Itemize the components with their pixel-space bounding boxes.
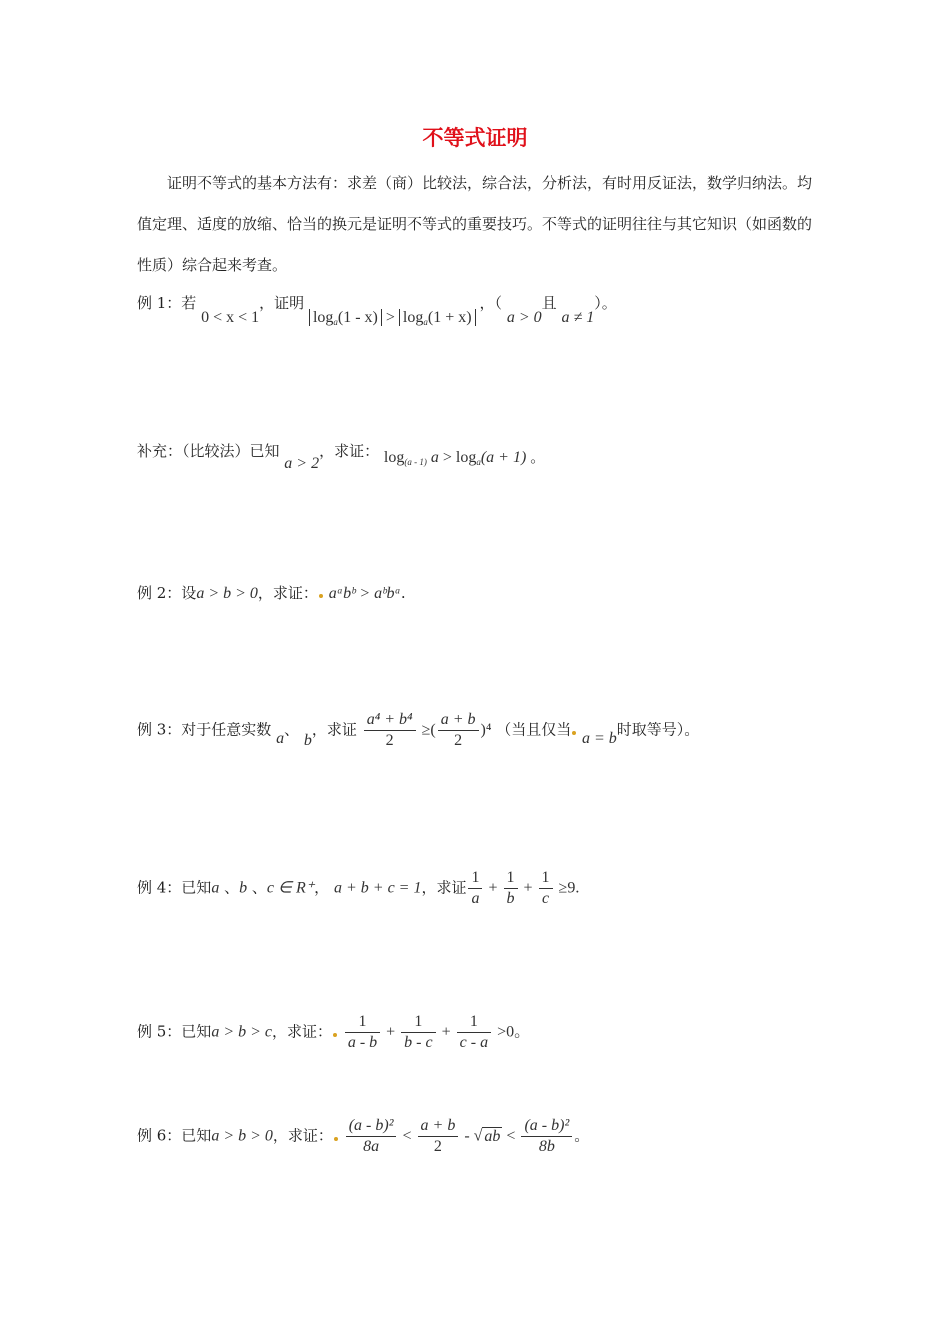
example-1 <box>137 292 617 327</box>
ex5-one-2: 1 <box>401 1012 435 1033</box>
ex1-gt: > <box>381 309 399 326</box>
ex3-frac-2 <box>438 710 479 751</box>
ex2-mid: ，求证： <box>257 584 318 602</box>
example-4 <box>137 868 579 909</box>
ex1-condition: 0 < x < 1 <box>201 309 260 326</box>
ex3-den-1: 2 <box>385 732 394 749</box>
ex1-arg-2: (1 + x) <box>427 309 472 326</box>
ex4-sum: a + b + c = 1 <box>333 879 422 897</box>
ex5-den-1: a - b <box>347 1034 378 1051</box>
ex6-end: 。 <box>574 1126 590 1145</box>
ex6-num-3: (a - b)² <box>521 1116 572 1137</box>
ex6-frac-2 <box>418 1116 459 1157</box>
ex6-minus: - <box>460 1127 474 1145</box>
ex3-eq: a = b <box>582 729 617 747</box>
ex4-ge: ≥9. <box>554 879 580 897</box>
ex5-one-1: 1 <box>345 1012 380 1033</box>
ex5-one-3: 1 <box>457 1012 491 1033</box>
ex3-frac-1 <box>364 710 416 751</box>
ex5-condition: a > b > c <box>211 1023 273 1041</box>
ex3-mid: ，求证 <box>311 720 357 739</box>
ex6-frac-3 <box>521 1116 572 1157</box>
ex6-sqrt-arg: ab <box>484 1127 501 1145</box>
ex6-label: 例 6：已知 <box>137 1126 212 1145</box>
ex4-frac-b <box>504 868 518 909</box>
ex3-ge: ≥( <box>417 721 436 739</box>
ex5-frac-3 <box>457 1012 491 1053</box>
supp-label: 补充：（比较法）已知 <box>137 442 280 460</box>
ex6-frac-1 <box>346 1116 397 1157</box>
ex3-tail2: 时取等号）。 <box>616 720 700 739</box>
ex5-dot-mark <box>333 1033 337 1037</box>
ex1-base-1: a <box>333 317 338 327</box>
ex1-base-2: a <box>423 317 428 327</box>
supp-gt: > <box>438 449 456 466</box>
ex5-frac-2 <box>401 1012 435 1053</box>
ex5-plus-2: + <box>437 1023 455 1041</box>
ex3-sep: 、 <box>284 720 300 739</box>
ex5-frac-1 <box>345 1012 380 1053</box>
supp-arg-1: a <box>430 449 439 466</box>
ex3-dot-mark <box>572 731 576 735</box>
ex6-den-1: 8a <box>363 1138 380 1155</box>
ex4-comma: ， <box>314 878 330 897</box>
ex5-label: 例 5：已知 <box>137 1022 212 1041</box>
ex4-den-b: b <box>506 890 515 907</box>
ex4-one-c: 1 <box>539 868 553 889</box>
ex4-den-c: c <box>541 890 550 907</box>
ex4-b: b <box>239 879 248 897</box>
supplement <box>137 440 546 472</box>
example-2 <box>137 582 406 603</box>
ex6-condition: a > b > 0 <box>211 1127 273 1145</box>
ex1-cond3: a ≠ 1 <box>561 309 595 326</box>
ex6-sqrt: √ ab <box>473 1127 501 1145</box>
ex4-frac-c <box>539 868 553 909</box>
ex4-c: c ∈ R⁺ <box>266 879 315 897</box>
ex5-den-3: c - a <box>459 1034 489 1051</box>
supp-condition: a > 2 <box>284 455 320 472</box>
ex1-mid: ，证明 <box>259 294 305 312</box>
page-title: 不等式证明 <box>422 126 528 150</box>
supp-mid: ，求证： <box>319 442 380 460</box>
ex4-a: a <box>211 879 220 897</box>
ex2-label: 例 2：设 <box>137 584 197 602</box>
supp-base-2: a <box>476 457 481 467</box>
supp-log-2: log <box>455 449 477 466</box>
ex3-den-2: 2 <box>454 732 463 749</box>
ex6-lt-1: < <box>398 1127 416 1145</box>
ex2-condition: a > b > 0 <box>196 585 258 602</box>
ex3-tail1: （当且仅当 <box>496 720 572 739</box>
ex1-and: 且 <box>541 294 557 312</box>
ex1-cond2: a > 0 <box>506 309 542 326</box>
ex3-label: 例 3：对于任意实数 <box>137 720 272 739</box>
ex4-den-a: a <box>471 890 480 907</box>
ex3-num-1: a⁴ + b⁴ <box>364 710 416 731</box>
ex1-label: 例 1：若 <box>137 294 197 312</box>
ex6-lt-2: < <box>502 1127 520 1145</box>
supp-log-1: log <box>383 449 405 466</box>
example-5 <box>137 1012 530 1053</box>
example-6 <box>137 1116 589 1157</box>
ex6-den-2: 2 <box>433 1138 442 1155</box>
ex4-one-b: 1 <box>504 868 518 889</box>
ex6-dot-mark <box>334 1137 338 1141</box>
intro-paragraph <box>137 163 812 286</box>
intro-text: 证明不等式的基本方法有：求差（商）比较法，综合法，分析法，有时用反证法，数学归纳法。均值定理、适度的放缩、恰当的换元是证明不等式的重要技巧。不等式的证明往往与其它知识（如函数的性质）综合起来考查。 <box>137 174 813 274</box>
supp-end: 。 <box>530 448 546 466</box>
ex3-b: b <box>303 731 312 749</box>
ex5-den-2: b - c <box>404 1034 433 1051</box>
supp-arg-2: (a + 1) <box>480 449 527 466</box>
ex6-num-2: a + b <box>418 1116 459 1137</box>
ex1-log-1: log <box>312 309 334 326</box>
ex4-plus-1: + <box>484 879 502 897</box>
ex4-mid: ，求证 <box>421 878 467 897</box>
ex2-end: . <box>400 584 406 602</box>
ex4-plus-2: + <box>519 879 537 897</box>
ex6-mid: ，求证： <box>272 1126 333 1145</box>
ex1-tail1: ，（ <box>479 294 503 312</box>
ex2-expression: aᵃbᵇ > aᵇbᵃ <box>328 585 401 602</box>
ex6-den-3: 8b <box>538 1138 555 1155</box>
ex4-sep-2: 、 <box>251 878 267 897</box>
ex5-plus-1: + <box>382 1023 400 1041</box>
ex1-arg-1: (1 - x) <box>337 309 378 326</box>
ex4-label: 例 4：已知 <box>137 878 212 897</box>
ex1-lhs-abs <box>309 309 480 326</box>
ex4-frac-a <box>468 868 482 909</box>
ex3-pow: )⁴ <box>480 721 492 739</box>
ex1-log-2: log <box>402 309 424 326</box>
ex5-end: >0。 <box>493 1023 531 1041</box>
ex4-sep-1: 、 <box>224 878 240 897</box>
supp-base-1: (a - 1) <box>404 457 427 467</box>
ex3-num-2: a + b <box>438 710 479 731</box>
ex3-a: a <box>276 729 285 747</box>
supp-expression <box>384 449 530 466</box>
ex1-tail2: ）。 <box>594 294 617 312</box>
ex5-mid: ，求证： <box>272 1022 333 1041</box>
ex2-dot-mark <box>319 594 323 598</box>
ex6-num-1: (a - b)² <box>346 1116 397 1137</box>
example-3 <box>137 710 699 751</box>
ex4-one-a: 1 <box>468 868 482 889</box>
